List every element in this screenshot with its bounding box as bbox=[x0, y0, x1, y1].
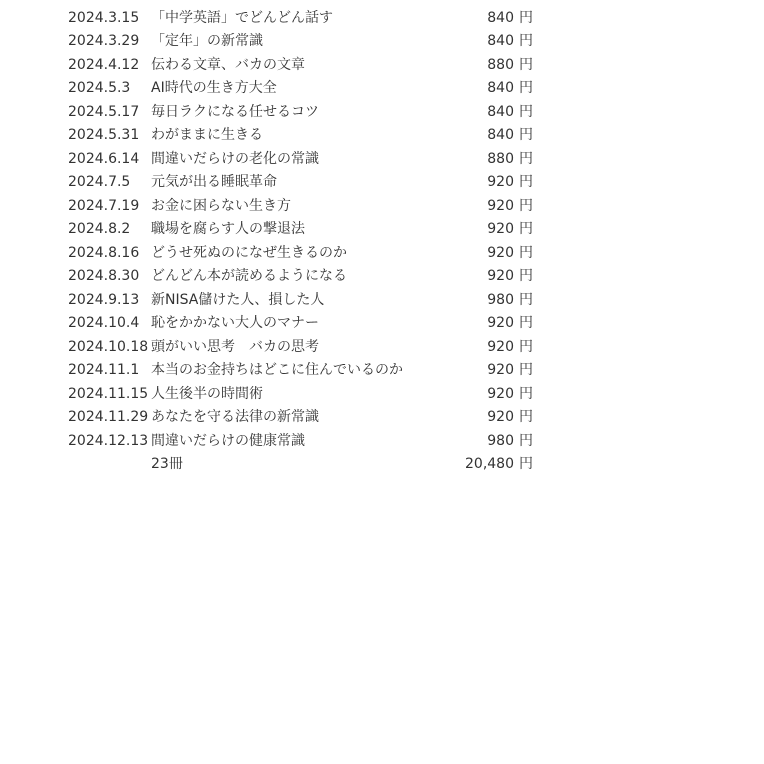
row-price: 920 bbox=[487, 244, 514, 261]
row-title: 恥をかかない大人のマナー bbox=[151, 315, 319, 331]
row-title: 頭がいい思考 バカの思考 bbox=[151, 338, 319, 355]
row-price: 920 bbox=[487, 385, 514, 402]
row-date: 2024.8.30 bbox=[68, 268, 140, 284]
row-date: 2024.4.12 bbox=[68, 56, 140, 73]
row-title: わがままに生きる bbox=[151, 127, 263, 143]
row-unit: 円 bbox=[519, 56, 533, 73]
row-date: 2024.12.13 bbox=[68, 432, 149, 449]
row-title: 間違いだらけの老化の常識 bbox=[151, 150, 319, 167]
row-price: 980 bbox=[487, 291, 514, 308]
row-date: 2024.7.5 bbox=[68, 174, 131, 190]
row-title: 新NISA儲けた人、損した人 bbox=[151, 291, 325, 308]
row-unit: 円 bbox=[519, 197, 533, 214]
total-price: 20,480 bbox=[465, 456, 514, 472]
row-date: 2024.5.3 bbox=[68, 80, 131, 96]
row-title: 元気が出る睡眠革命 bbox=[151, 174, 277, 190]
book-list bbox=[0, 7, 764, 477]
row-date: 2024.11.1 bbox=[68, 362, 140, 378]
row-title: 本当のお金持ちはどこに住んでいるのか bbox=[151, 362, 403, 378]
row-date: 2024.5.17 bbox=[68, 103, 140, 120]
total-count: 23冊 bbox=[151, 456, 183, 472]
row-price: 920 bbox=[487, 338, 514, 355]
row-date: 2024.11.29 bbox=[68, 409, 149, 425]
list-item bbox=[0, 218, 764, 242]
row-price: 840 bbox=[487, 33, 514, 49]
list-item bbox=[0, 101, 764, 125]
row-price: 920 bbox=[487, 174, 514, 190]
list-item bbox=[0, 7, 764, 31]
row-price: 840 bbox=[487, 80, 514, 96]
row-unit: 円 bbox=[519, 80, 533, 96]
list-item bbox=[0, 54, 764, 78]
row-date: 2024.7.19 bbox=[68, 197, 140, 214]
list-item bbox=[0, 171, 764, 195]
list-item bbox=[0, 406, 764, 430]
row-price: 920 bbox=[487, 409, 514, 425]
row-unit: 円 bbox=[519, 268, 533, 284]
row-title: 「定年」の新常識 bbox=[151, 33, 263, 49]
row-title: 職場を腐らす人の撃退法 bbox=[151, 221, 305, 237]
row-title: どうせ死ぬのになぜ生きるのか bbox=[151, 244, 347, 261]
list-item bbox=[0, 359, 764, 383]
list-item bbox=[0, 265, 764, 289]
row-title: 人生後半の時間術 bbox=[151, 385, 263, 402]
row-price: 920 bbox=[487, 315, 514, 331]
list-item bbox=[0, 289, 764, 313]
list-item bbox=[0, 77, 764, 101]
row-title: AI時代の生き方大全 bbox=[151, 80, 277, 96]
row-unit: 円 bbox=[519, 221, 533, 237]
row-price: 920 bbox=[487, 197, 514, 214]
row-unit: 円 bbox=[519, 174, 533, 190]
row-price: 840 bbox=[487, 9, 514, 26]
total-unit: 円 bbox=[519, 456, 533, 472]
row-title: どんどん本が読めるようになる bbox=[151, 268, 347, 284]
row-price: 920 bbox=[487, 268, 514, 284]
row-title: 「中学英語」でどんどん話す bbox=[151, 9, 333, 26]
list-item bbox=[0, 383, 764, 407]
list-item bbox=[0, 124, 764, 148]
row-price: 880 bbox=[487, 150, 514, 167]
list-item bbox=[0, 195, 764, 219]
list-item bbox=[0, 336, 764, 360]
row-price: 980 bbox=[487, 432, 514, 449]
row-price: 880 bbox=[487, 56, 514, 73]
row-unit: 円 bbox=[519, 362, 533, 378]
row-unit: 円 bbox=[519, 432, 533, 449]
row-unit: 円 bbox=[519, 127, 533, 143]
row-unit: 円 bbox=[519, 33, 533, 49]
row-title: 間違いだらけの健康常識 bbox=[151, 432, 305, 449]
row-price: 840 bbox=[487, 127, 514, 143]
row-title: 伝わる文章、バカの文章 bbox=[151, 56, 305, 73]
row-unit: 円 bbox=[519, 409, 533, 425]
row-title: お金に困らない生き方 bbox=[151, 197, 291, 214]
row-price: 920 bbox=[487, 362, 514, 378]
list-item bbox=[0, 312, 764, 336]
row-unit: 円 bbox=[519, 291, 533, 308]
list-item bbox=[0, 30, 764, 54]
row-title: 毎日ラクになる任せるコツ bbox=[151, 103, 319, 120]
row-unit: 円 bbox=[519, 385, 533, 402]
row-date: 2024.10.18 bbox=[68, 338, 149, 355]
row-unit: 円 bbox=[519, 103, 533, 120]
list-item bbox=[0, 242, 764, 266]
row-unit: 円 bbox=[519, 150, 533, 167]
row-date: 2024.11.15 bbox=[68, 385, 149, 402]
row-date: 2024.6.14 bbox=[68, 150, 140, 167]
row-price: 840 bbox=[487, 103, 514, 120]
row-date: 2024.8.2 bbox=[68, 221, 131, 237]
list-item bbox=[0, 148, 764, 172]
row-date: 2024.10.4 bbox=[68, 315, 140, 331]
row-date: 2024.3.15 bbox=[68, 9, 140, 26]
row-title: あなたを守る法律の新常識 bbox=[151, 409, 319, 425]
row-date: 2024.9.13 bbox=[68, 291, 140, 308]
total-row bbox=[0, 453, 764, 477]
row-date: 2024.8.16 bbox=[68, 244, 140, 261]
list-item bbox=[0, 430, 764, 454]
row-price: 920 bbox=[487, 221, 514, 237]
row-unit: 円 bbox=[519, 9, 533, 26]
row-date: 2024.3.29 bbox=[68, 33, 140, 49]
row-unit: 円 bbox=[519, 338, 533, 355]
row-unit: 円 bbox=[519, 244, 533, 261]
row-unit: 円 bbox=[519, 315, 533, 331]
row-date: 2024.5.31 bbox=[68, 127, 140, 143]
